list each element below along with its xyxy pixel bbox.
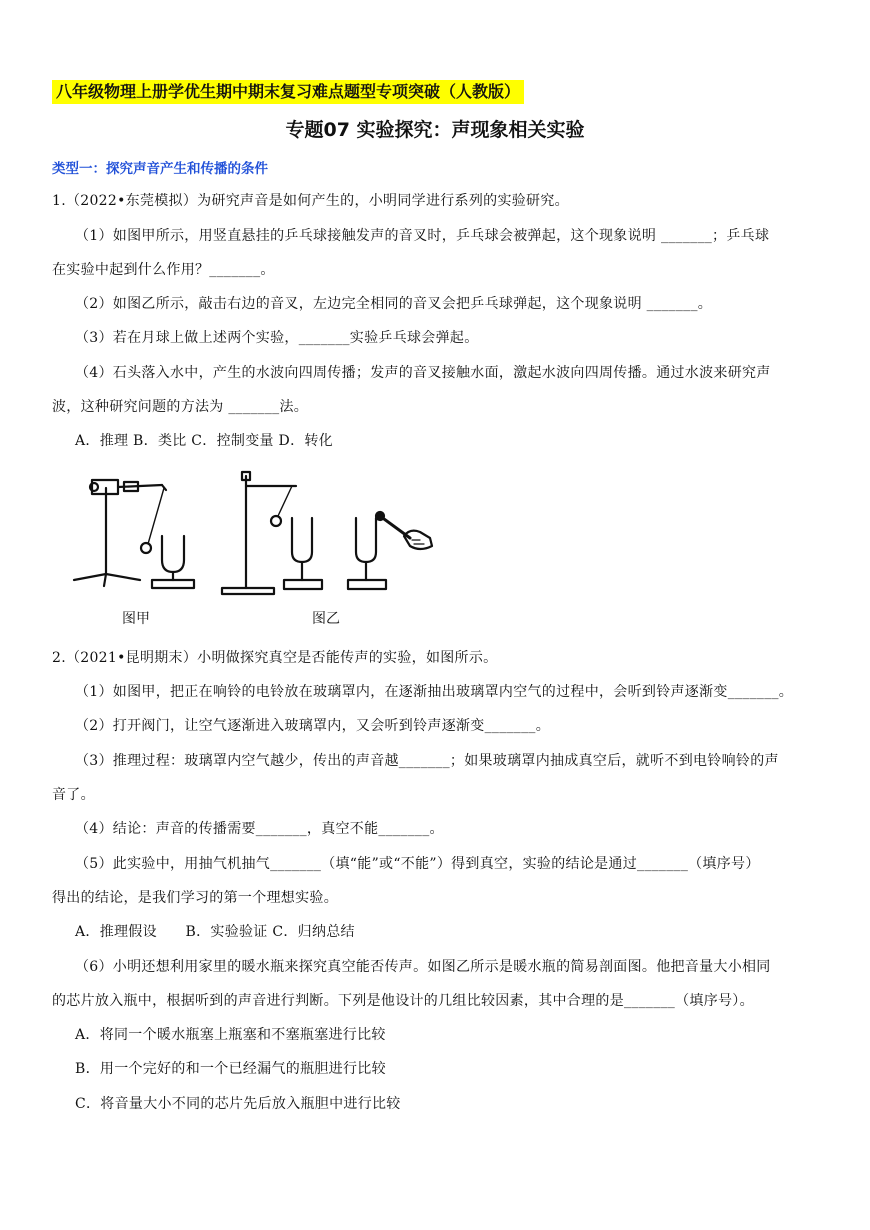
q1-options: A．推理 B．类比 C．控制变量 D．转化: [75, 433, 333, 449]
q2-part5-line1: （5）此实验中，用抽气机抽气_______（填“能”或“不能”）得到真空，实验的结论是通过_______（填序号）: [75, 856, 760, 872]
q2-part5-options: A．推理假设 B．实验验证 C．归纳总结: [75, 924, 355, 940]
pendulum-string-b: [278, 486, 292, 516]
q1-part1-line1: （1）如图甲所示，用竖直悬挂的乒乓球接触发声的音叉时，乒乓球会被弹起，这个现象说明 _______；乒乓球: [75, 228, 770, 244]
figure-label-a: 图甲: [122, 611, 150, 627]
q2-part6-line2: 的芯片放入瓶中，根据听到的声音进行判断。下列是他设计的几组比较因素，其中合理的是_______（填序号）。: [52, 993, 754, 1009]
tuning-fork-a: [162, 536, 184, 572]
page-title: 专题07 实验探究：声现象相关实验: [285, 119, 585, 141]
ping-pong-ball-b: [271, 516, 281, 526]
stand-base-a: [74, 574, 140, 580]
ping-pong-ball-a: [141, 543, 151, 553]
tuning-fork-b-right: [356, 518, 376, 562]
q2-option-a: A．将同一个暖水瓶塞上瓶塞和不塞瓶塞进行比较: [75, 1027, 386, 1043]
q2-option-c: C．将音量大小不同的芯片先后放入瓶胆中进行比较: [75, 1096, 401, 1112]
q2-option-b: B．用一个完好的和一个已经漏气的瓶胆进行比较: [75, 1061, 386, 1077]
q2-part1: （1）如图甲，把正在响铃的电铃放在玻璃罩内，在逐渐抽出玻璃罩内空气的过程中，会听到铃声逐渐变_______。: [75, 684, 794, 700]
q1-part3: （3）若在月球上做上述两个实验，_______实验乒乓球会弹起。: [75, 330, 479, 346]
q1-figures: [70, 468, 450, 630]
q1-part4-line1: （4）石头落入水中，产生的水波向四周传播；发声的音叉接触水面，激起水波向四周传播。通过水波来研究声: [75, 365, 771, 381]
q2-part2: （2）打开阀门，让空气逐渐进入玻璃罩内，又会听到铃声逐渐变_______。: [75, 718, 551, 734]
q2-part4: （4）结论：声音的传播需要_______，真空不能_______。: [75, 821, 444, 837]
q2-part3-line1: （3）推理过程：玻璃罩内空气越少，传出的声音越_______；如果玻璃罩内抽成真空后，就听不到电铃响铃的声: [75, 753, 779, 769]
q1-part1-line2: 在实验中起到什么作用？_______。: [52, 262, 275, 278]
figure-label-b: 图乙: [312, 611, 340, 627]
fork-base-a: [152, 580, 194, 588]
q1-part2: （2）如图乙所示，敲击右边的音叉，左边完全相同的音叉会把乒乓球弹起，这个现象说明 _______。: [75, 296, 713, 312]
fork-base-b-left: [284, 580, 322, 589]
q2-stem: 2.（2021•昆明期末）小明做探究真空是否能传声的实验，如图所示。: [52, 650, 498, 666]
q2-part6-line1: （6）小明还想利用家里的暖水瓶来探究真空能否传声。如图乙所示是暖水瓶的简易剖面图。他把音量大小相同: [75, 959, 771, 975]
stand-base-b: [222, 588, 274, 594]
q2-part5-line2: 得出的结论，是我们学习的第一个理想实验。: [52, 890, 338, 906]
q2-part3-line2: 音了。: [52, 787, 95, 803]
stand-leg-a: [104, 574, 106, 586]
fork-base-b-right: [348, 580, 386, 589]
section-heading: 类型一：探究声音产生和传播的条件: [52, 161, 268, 177]
series-banner: 八年级物理上册学优生期中期末复习难点题型专项突破（人教版）: [52, 80, 524, 104]
q1-part4-line2: 波，这种研究问题的方法为 _______法。: [52, 399, 309, 415]
tuning-fork-apparatus-illustration: [70, 468, 450, 630]
q1-stem: 1.（2022•东莞模拟）为研究声音是如何产生的，小明同学进行系列的实验研究。: [52, 193, 569, 209]
tuning-fork-b-left: [292, 518, 312, 562]
